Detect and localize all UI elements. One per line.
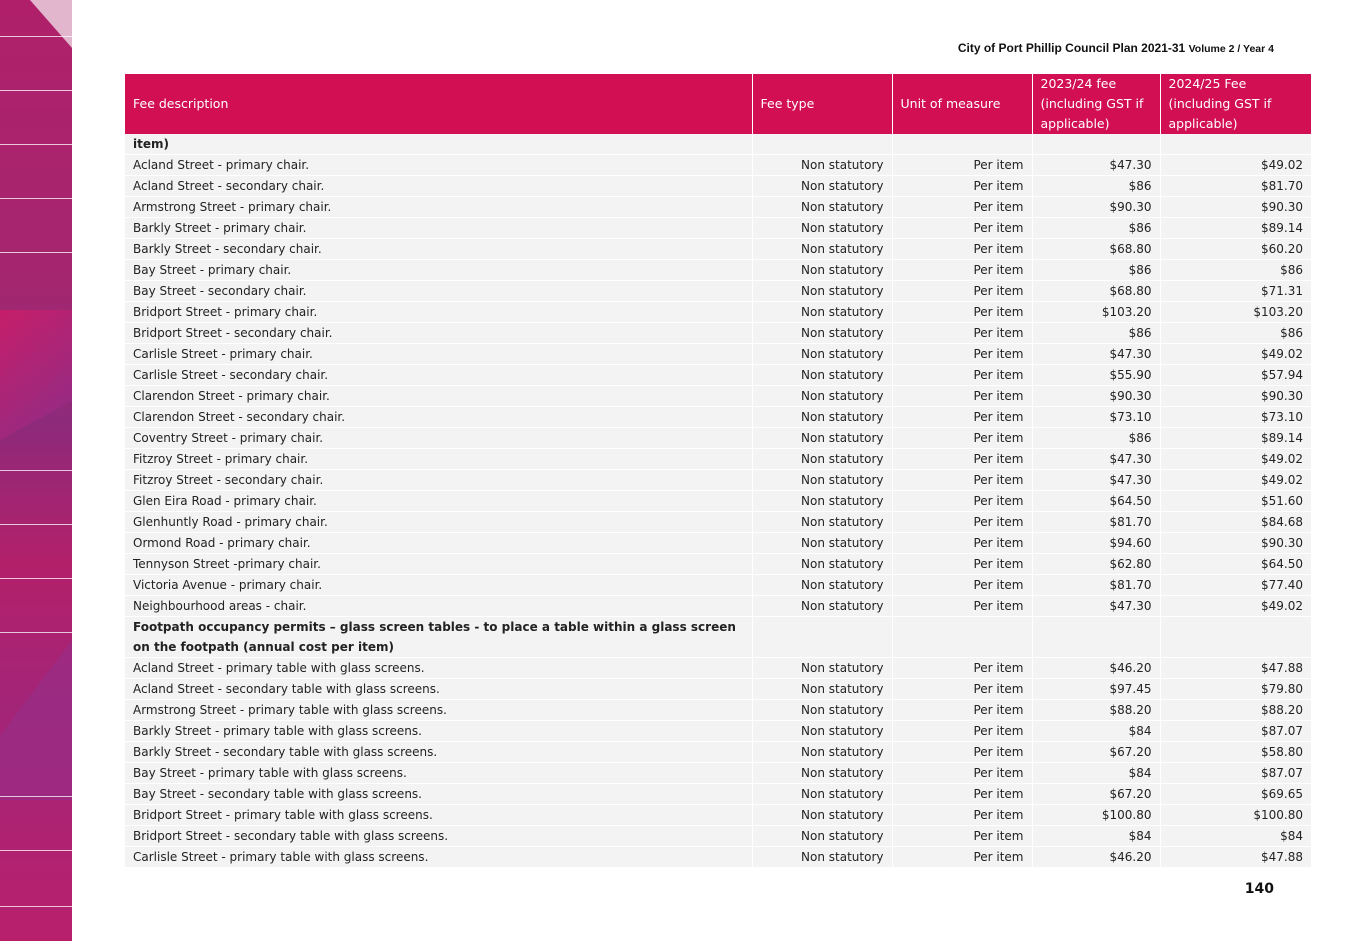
cell-fee-2024-25: $81.70 xyxy=(1160,176,1311,197)
cell-fee-2023-24: $81.70 xyxy=(1032,575,1160,596)
cell-unit-of-measure: Per item xyxy=(892,491,1032,512)
cell-fee-2023-24: $46.20 xyxy=(1032,847,1160,868)
cell-fee-type: Non statutory xyxy=(752,302,892,323)
cell-fee-2024-25: $49.02 xyxy=(1160,155,1311,176)
table-row xyxy=(125,239,1311,260)
side-band-rule xyxy=(0,796,72,797)
table-row xyxy=(125,344,1311,365)
cell-fee-description: Barkly Street - secondary table with glass screens. xyxy=(125,742,752,763)
table-row xyxy=(125,281,1311,302)
cell-fee-description: Armstrong Street - primary chair. xyxy=(125,197,752,218)
table-row xyxy=(125,218,1311,239)
cell-fee-2024-25: $87.07 xyxy=(1160,763,1311,784)
cell-unit-of-measure: Per item xyxy=(892,533,1032,554)
side-band-shape xyxy=(0,310,72,440)
cell-fee-description: Acland Street - primary chair. xyxy=(125,155,752,176)
cell-unit-of-measure: Per item xyxy=(892,281,1032,302)
cell-fee-description: Fitzroy Street - primary chair. xyxy=(125,449,752,470)
cell-fee-2024-25: $49.02 xyxy=(1160,449,1311,470)
cell-fee-2023-24: $94.60 xyxy=(1032,533,1160,554)
empty-cell xyxy=(1032,134,1160,155)
cell-unit-of-measure: Per item xyxy=(892,197,1032,218)
table-row xyxy=(125,155,1311,176)
cell-fee-type: Non statutory xyxy=(752,260,892,281)
cell-unit-of-measure: Per item xyxy=(892,218,1032,239)
cell-fee-type: Non statutory xyxy=(752,533,892,554)
cell-fee-2024-25: $89.14 xyxy=(1160,428,1311,449)
table-row xyxy=(125,491,1311,512)
document-title: City of Port Phillip Council Plan 2021-31 xyxy=(957,41,1186,55)
cell-unit-of-measure: Per item xyxy=(892,826,1032,847)
column-header-fee-description: Fee description xyxy=(125,74,752,134)
cell-fee-2024-25: $49.02 xyxy=(1160,596,1311,617)
cell-fee-description: Coventry Street - primary chair. xyxy=(125,428,752,449)
cell-fee-2023-24: $47.30 xyxy=(1032,344,1160,365)
cell-fee-2024-25: $88.20 xyxy=(1160,700,1311,721)
column-header-fee-type: Fee type xyxy=(752,74,892,134)
table-section-row xyxy=(125,134,1311,155)
table-row xyxy=(125,784,1311,805)
cell-fee-description: Victoria Avenue - primary chair. xyxy=(125,575,752,596)
cell-fee-2024-25: $90.30 xyxy=(1160,197,1311,218)
cell-fee-type: Non statutory xyxy=(752,763,892,784)
table-row xyxy=(125,386,1311,407)
empty-cell xyxy=(752,617,892,658)
table-row xyxy=(125,407,1311,428)
empty-cell xyxy=(892,134,1032,155)
cell-fee-2024-25: $86 xyxy=(1160,323,1311,344)
side-band-rule xyxy=(0,90,72,91)
cell-fee-2024-25: $49.02 xyxy=(1160,470,1311,491)
cell-fee-type: Non statutory xyxy=(752,323,892,344)
table-row xyxy=(125,700,1311,721)
table-row xyxy=(125,847,1311,868)
cell-unit-of-measure: Per item xyxy=(892,784,1032,805)
cell-fee-2023-24: $67.20 xyxy=(1032,742,1160,763)
cell-unit-of-measure: Per item xyxy=(892,176,1032,197)
column-header-fee-2023-24: 2023/24 fee (including GST if applicable) xyxy=(1032,74,1160,134)
cell-fee-type: Non statutory xyxy=(752,700,892,721)
cell-fee-type: Non statutory xyxy=(752,512,892,533)
side-band-rule xyxy=(0,906,72,907)
cell-fee-2024-25: $60.20 xyxy=(1160,239,1311,260)
cell-unit-of-measure: Per item xyxy=(892,260,1032,281)
side-band-shape xyxy=(0,640,72,800)
cell-fee-description: Ormond Road - primary chair. xyxy=(125,533,752,554)
cell-fee-2024-25: $49.02 xyxy=(1160,344,1311,365)
cell-unit-of-measure: Per item xyxy=(892,554,1032,575)
side-band-rule xyxy=(0,470,72,471)
cell-fee-2024-25: $87.07 xyxy=(1160,721,1311,742)
cell-fee-2023-24: $73.10 xyxy=(1032,407,1160,428)
table-row xyxy=(125,805,1311,826)
table-row xyxy=(125,554,1311,575)
cell-fee-2024-25: $51.60 xyxy=(1160,491,1311,512)
cell-fee-type: Non statutory xyxy=(752,470,892,491)
cell-fee-2023-24: $64.50 xyxy=(1032,491,1160,512)
cell-fee-description: Bridport Street - secondary chair. xyxy=(125,323,752,344)
cell-fee-2023-24: $100.80 xyxy=(1032,805,1160,826)
cell-fee-2023-24: $47.30 xyxy=(1032,449,1160,470)
cell-unit-of-measure: Per item xyxy=(892,407,1032,428)
cell-fee-type: Non statutory xyxy=(752,826,892,847)
table-row xyxy=(125,763,1311,784)
cell-unit-of-measure: Per item xyxy=(892,449,1032,470)
table-row xyxy=(125,826,1311,847)
table-row xyxy=(125,596,1311,617)
section-title: Footpath occupancy permits – glass screen tables - to place a table within a glass screen on the footpath (annual cost per item) xyxy=(125,617,752,658)
side-band-rule xyxy=(0,578,72,579)
cell-fee-type: Non statutory xyxy=(752,197,892,218)
table-row xyxy=(125,260,1311,281)
cell-fee-2023-24: $86 xyxy=(1032,218,1160,239)
cell-fee-type: Non statutory xyxy=(752,805,892,826)
cell-unit-of-measure: Per item xyxy=(892,512,1032,533)
cell-fee-description: Armstrong Street - primary table with glass screens. xyxy=(125,700,752,721)
document-header xyxy=(958,41,1274,55)
cell-unit-of-measure: Per item xyxy=(892,763,1032,784)
cell-fee-type: Non statutory xyxy=(752,721,892,742)
cell-fee-type: Non statutory xyxy=(752,344,892,365)
table-row xyxy=(125,323,1311,344)
cell-fee-type: Non statutory xyxy=(752,365,892,386)
table-row xyxy=(125,679,1311,700)
cell-fee-2024-25: $64.50 xyxy=(1160,554,1311,575)
cell-unit-of-measure: Per item xyxy=(892,679,1032,700)
cell-fee-type: Non statutory xyxy=(752,218,892,239)
cell-fee-type: Non statutory xyxy=(752,155,892,176)
cell-fee-description: Bay Street - primary table with glass screens. xyxy=(125,763,752,784)
table-row xyxy=(125,176,1311,197)
cell-fee-type: Non statutory xyxy=(752,449,892,470)
table-row xyxy=(125,512,1311,533)
cell-fee-type: Non statutory xyxy=(752,596,892,617)
cell-fee-description: Bridport Street - secondary table with glass screens. xyxy=(125,826,752,847)
cell-fee-description: Acland Street - secondary table with glass screens. xyxy=(125,679,752,700)
cell-fee-2023-24: $67.20 xyxy=(1032,784,1160,805)
cell-fee-description: Barkly Street - primary chair. xyxy=(125,218,752,239)
cell-fee-description: Barkly Street - secondary chair. xyxy=(125,239,752,260)
table-header-row xyxy=(125,74,1311,134)
cell-fee-description: Carlisle Street - secondary chair. xyxy=(125,365,752,386)
cell-fee-description: Bay Street - primary chair. xyxy=(125,260,752,281)
cell-fee-2024-25: $103.20 xyxy=(1160,302,1311,323)
cell-fee-2023-24: $47.30 xyxy=(1032,470,1160,491)
cell-fee-description: Barkly Street - primary table with glass screens. xyxy=(125,721,752,742)
side-band-rule xyxy=(0,524,72,525)
side-band-rule xyxy=(0,198,72,199)
cell-unit-of-measure: Per item xyxy=(892,847,1032,868)
cell-fee-2024-25: $89.14 xyxy=(1160,218,1311,239)
side-band-rule xyxy=(0,252,72,253)
cell-fee-2023-24: $90.30 xyxy=(1032,386,1160,407)
cell-fee-type: Non statutory xyxy=(752,176,892,197)
cell-fee-type: Non statutory xyxy=(752,239,892,260)
side-band-rule xyxy=(0,36,72,37)
cell-fee-2024-25: $100.80 xyxy=(1160,805,1311,826)
cell-fee-type: Non statutory xyxy=(752,386,892,407)
cell-fee-2023-24: $47.30 xyxy=(1032,155,1160,176)
table-row xyxy=(125,470,1311,491)
cell-fee-type: Non statutory xyxy=(752,407,892,428)
cell-fee-2024-25: $90.30 xyxy=(1160,386,1311,407)
cell-fee-2024-25: $77.40 xyxy=(1160,575,1311,596)
cell-fee-type: Non statutory xyxy=(752,281,892,302)
cell-fee-2023-24: $68.80 xyxy=(1032,239,1160,260)
cell-fee-2023-24: $97.45 xyxy=(1032,679,1160,700)
cell-fee-2024-25: $58.80 xyxy=(1160,742,1311,763)
empty-cell xyxy=(1032,617,1160,658)
cell-fee-2023-24: $84 xyxy=(1032,763,1160,784)
table-row xyxy=(125,197,1311,218)
side-band-corner xyxy=(30,0,72,48)
side-band-rule xyxy=(0,144,72,145)
table-row xyxy=(125,742,1311,763)
cell-fee-2024-25: $47.88 xyxy=(1160,658,1311,679)
cell-fee-type: Non statutory xyxy=(752,428,892,449)
cell-fee-type: Non statutory xyxy=(752,784,892,805)
cell-fee-2024-25: $57.94 xyxy=(1160,365,1311,386)
cell-fee-type: Non statutory xyxy=(752,679,892,700)
cell-unit-of-measure: Per item xyxy=(892,470,1032,491)
cell-fee-2024-25: $90.30 xyxy=(1160,533,1311,554)
cell-fee-2023-24: $103.20 xyxy=(1032,302,1160,323)
document-subtitle: Volume 2 / Year 4 xyxy=(1188,43,1274,55)
cell-unit-of-measure: Per item xyxy=(892,302,1032,323)
cell-fee-type: Non statutory xyxy=(752,554,892,575)
cell-fee-2024-25: $69.65 xyxy=(1160,784,1311,805)
cell-fee-description: Neighbourhood areas - chair. xyxy=(125,596,752,617)
table-row xyxy=(125,533,1311,554)
table-section-row xyxy=(125,617,1311,658)
cell-fee-description: Clarendon Street - secondary chair. xyxy=(125,407,752,428)
cell-unit-of-measure: Per item xyxy=(892,428,1032,449)
cell-fee-2023-24: $84 xyxy=(1032,721,1160,742)
cell-fee-2023-24: $81.70 xyxy=(1032,512,1160,533)
table-row xyxy=(125,365,1311,386)
cell-fee-2023-24: $86 xyxy=(1032,428,1160,449)
table-row xyxy=(125,449,1311,470)
cell-fee-2023-24: $86 xyxy=(1032,323,1160,344)
cell-fee-2023-24: $84 xyxy=(1032,826,1160,847)
cell-fee-description: Bridport Street - primary chair. xyxy=(125,302,752,323)
cell-fee-description: Carlisle Street - primary table with glass screens. xyxy=(125,847,752,868)
cell-unit-of-measure: Per item xyxy=(892,239,1032,260)
cell-unit-of-measure: Per item xyxy=(892,658,1032,679)
cell-unit-of-measure: Per item xyxy=(892,596,1032,617)
cell-fee-2024-25: $79.80 xyxy=(1160,679,1311,700)
table-body xyxy=(125,134,1311,868)
cell-unit-of-measure: Per item xyxy=(892,344,1032,365)
cell-fee-description: Glenhuntly Road - primary chair. xyxy=(125,512,752,533)
table-row xyxy=(125,428,1311,449)
cell-unit-of-measure: Per item xyxy=(892,742,1032,763)
side-band-rule xyxy=(0,850,72,851)
cell-unit-of-measure: Per item xyxy=(892,155,1032,176)
side-band-rule xyxy=(0,632,72,633)
cell-fee-2023-24: $62.80 xyxy=(1032,554,1160,575)
decorative-side-band xyxy=(0,0,72,941)
cell-fee-2024-25: $86 xyxy=(1160,260,1311,281)
fee-table xyxy=(125,74,1311,868)
table-row xyxy=(125,658,1311,679)
empty-cell xyxy=(1160,134,1311,155)
cell-unit-of-measure: Per item xyxy=(892,700,1032,721)
cell-fee-2024-25: $71.31 xyxy=(1160,281,1311,302)
cell-fee-type: Non statutory xyxy=(752,847,892,868)
cell-fee-2023-24: $88.20 xyxy=(1032,700,1160,721)
section-title: item) xyxy=(125,134,752,155)
cell-fee-description: Acland Street - secondary chair. xyxy=(125,176,752,197)
table-row xyxy=(125,302,1311,323)
cell-fee-2024-25: $84.68 xyxy=(1160,512,1311,533)
cell-fee-2023-24: $86 xyxy=(1032,176,1160,197)
cell-fee-description: Bridport Street - primary table with glass screens. xyxy=(125,805,752,826)
cell-fee-2023-24: $90.30 xyxy=(1032,197,1160,218)
cell-unit-of-measure: Per item xyxy=(892,323,1032,344)
cell-unit-of-measure: Per item xyxy=(892,365,1032,386)
cell-fee-description: Fitzroy Street - secondary chair. xyxy=(125,470,752,491)
cell-fee-description: Bay Street - secondary chair. xyxy=(125,281,752,302)
cell-fee-description: Clarendon Street - primary chair. xyxy=(125,386,752,407)
cell-fee-description: Acland Street - primary table with glass screens. xyxy=(125,658,752,679)
cell-fee-2023-24: $55.90 xyxy=(1032,365,1160,386)
cell-fee-type: Non statutory xyxy=(752,491,892,512)
cell-fee-2023-24: $68.80 xyxy=(1032,281,1160,302)
cell-fee-type: Non statutory xyxy=(752,658,892,679)
cell-fee-description: Tennyson Street -primary chair. xyxy=(125,554,752,575)
cell-fee-2024-25: $73.10 xyxy=(1160,407,1311,428)
table-row xyxy=(125,575,1311,596)
cell-unit-of-measure: Per item xyxy=(892,386,1032,407)
column-header-unit-of-measure: Unit of measure xyxy=(892,74,1032,134)
cell-fee-description: Bay Street - secondary table with glass screens. xyxy=(125,784,752,805)
cell-fee-2023-24: $86 xyxy=(1032,260,1160,281)
cell-unit-of-measure: Per item xyxy=(892,721,1032,742)
cell-fee-description: Glen Eira Road - primary chair. xyxy=(125,491,752,512)
empty-cell xyxy=(1160,617,1311,658)
cell-unit-of-measure: Per item xyxy=(892,575,1032,596)
cell-fee-type: Non statutory xyxy=(752,742,892,763)
page-number: 140 xyxy=(1244,881,1274,897)
cell-fee-2024-25: $47.88 xyxy=(1160,847,1311,868)
cell-fee-2024-25: $84 xyxy=(1160,826,1311,847)
empty-cell xyxy=(892,617,1032,658)
empty-cell xyxy=(752,134,892,155)
cell-fee-description: Carlisle Street - primary chair. xyxy=(125,344,752,365)
column-header-fee-2024-25: 2024/25 Fee (including GST if applicable) xyxy=(1160,74,1311,134)
cell-fee-2023-24: $47.30 xyxy=(1032,596,1160,617)
cell-fee-type: Non statutory xyxy=(752,575,892,596)
cell-unit-of-measure: Per item xyxy=(892,805,1032,826)
cell-fee-2023-24: $46.20 xyxy=(1032,658,1160,679)
table-row xyxy=(125,721,1311,742)
